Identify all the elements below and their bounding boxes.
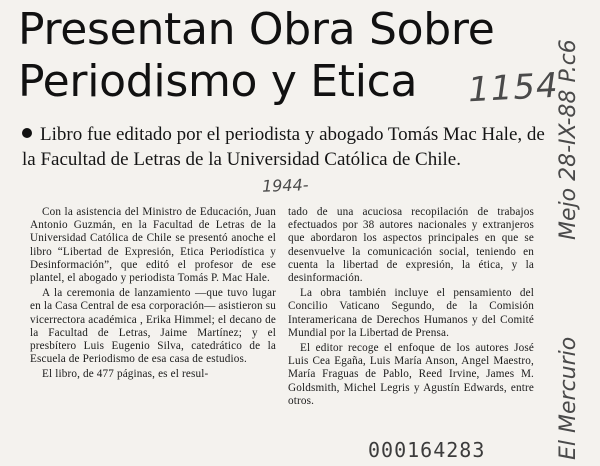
- handwritten-source: El Mercurio: [556, 336, 581, 460]
- handwritten-number: 1154: [467, 65, 560, 111]
- headline-line-2: Periodismo y Etica: [18, 56, 418, 107]
- paragraph: tado de una acuciosa recopilación de trabajos efectuados por 38 autores nacionales y extranjeros que abordaron los aspectos principales en que se desenvuelve la comunicación social, teniendo en cuenta la libertad de expresión, la ética, y la desinformación.: [288, 206, 534, 285]
- archive-stamp-number: 000164283: [368, 438, 486, 462]
- handwritten-year: 1944-: [261, 175, 309, 196]
- headline-line-1: Presentan Obra Sobre: [18, 4, 495, 55]
- handwritten-date: Mejo 28-IX-88 P.c6: [556, 39, 581, 240]
- headline: [18, 4, 538, 108]
- paragraph: La obra también incluye el pensamiento del Concilio Vaticano Segundo, de la Comisión Interamericana de Derechos Humanos y del Comité Mundial por la Libertad de Prensa.: [288, 287, 534, 339]
- paragraph: El libro, de 477 páginas, es el resul-: [42, 368, 209, 381]
- paragraph: Con la asistencia del Ministro de Educación, Juan Antonio Guzmán, en la Facultad de Letras de la Universidad Católica de Chile se presentó anoche el libro “Libertad de Expresión, Etica Periodística y Desinformación”, que editó el profesor de ese plantel, el abogado y periodista Tomás P. Mac Hale.: [30, 206, 276, 285]
- bullet-icon: [22, 128, 32, 138]
- paragraph: El editor recoge el enfoque de los autores José Luis Cea Egaña, Luis María Anson, Angel Maestro, María Fraguas de Pablo, Reed Irvine, James M. Goldsmith, Michel Legris y Agustín Edwards, entre otros.: [288, 342, 534, 407]
- deck-text: Libro fue editado por el periodista y abogado Tomás Mac Hale, de la Facultad de Letras de la Universidad Católica de Chile.: [22, 124, 545, 170]
- left-column: [30, 206, 276, 382]
- paragraph: A la ceremonia de lanzamiento —que tuvo lugar en la Casa Central de esa corporación— asistieron su vicerrectora académica , Erika Himmel; el decano de la Facultad de Letras, Jaime Martínez; y el presbítero Luis Eugenio Silva, catedrático de la Escuela de Periodismo de esa casa de estudios.: [30, 287, 276, 366]
- deck: [22, 122, 552, 172]
- right-column: [288, 206, 534, 408]
